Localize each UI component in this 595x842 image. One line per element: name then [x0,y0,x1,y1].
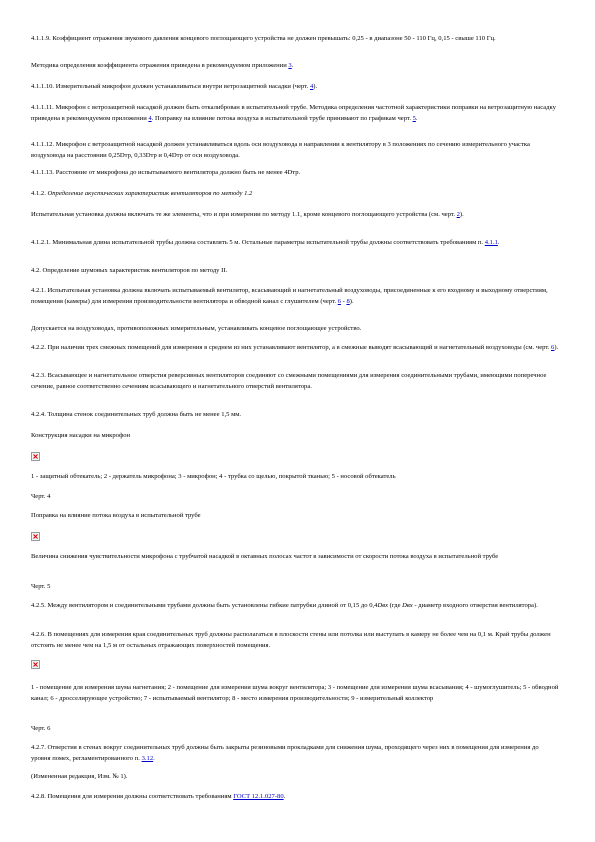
paragraph-4-2-2: 4.2.2. При наличии трех смежных помещений для измерения в среднем из них устанавливают вентилятор, а в смежные выводят всасывающий и нагнетательный воздуховоды (см. черт. 6). [31,344,559,351]
paragraph-4-2-8: 4.2.8. Помещения для измерения должны соответствовать требованиям ГОСТ 12.1.027-80. [31,793,286,800]
figure-4-legend: 1 - защитный обтекатель; 2 - держатель микрофона; 3 - микрофон; 4 - трубка со щелью, покрытой тканью; 5 - носовой обтекатель [31,473,396,480]
broken-image-x-icon [33,662,38,667]
link-appendix-3[interactable]: 3 [288,62,292,69]
paragraph-4-1-1-13: 4.1.1.13. Расстояние от микрофона до испытываемого вентилятора должно быть не менее 4Dтр. [31,169,301,176]
paragraph-end-absorber-note: Допускается на воздуховодах, противоположных измерительным, устанавливать концевое поглощающее устройство. [31,325,362,332]
paragraph-4-2: 4.2. Определение шумовых характеристик вентиляторов по методу II. [31,267,228,274]
link-clause-3-12[interactable]: 3.12 [141,754,154,762]
figure-4-title: Конструкция насадки на микрофон [31,432,131,439]
link-drawing-2[interactable]: 2 [456,211,460,218]
paragraph-4-2-3: 4.2.3. Всасывающее и нагнетательное отверстия реверсивных вентиляторов соединяют со смежными помещениями для измерения соединительными трубами, имеющими поперечное сечение, равное соответственно сечениям всасывающего и нагнетательного отверстий вентилятора. [31,372,547,390]
link-drawing-6b[interactable]: 6 [551,344,555,351]
amendment-note: (Измененная редакция, Изм. № 1). [31,773,128,780]
link-appendix-4[interactable]: 4 [148,114,152,122]
paragraph-4-2-4: 4.2.4. Толщина стенок соединительных труб должна быть не менее 1,5 мм. [31,411,242,418]
paragraph-4-2-7: 4.2.7. Отверстия в стенах вокруг соединительных труб должны быть закрыты резиновыми прокладками для снижения шума, проходящего через них в помещения для измерения до уровня помех, регламентированного п. 3.12. [31,744,539,762]
figure-4-caption: Черт. 4 [31,493,51,500]
paragraph-4-1-2: 4.1.2. Определение акустических характеристик вентиляторов по методу 1.2 [31,190,253,197]
figure-5-description: Величина снижения чувствительности микрофона с трубчатой насадкой в октавных полосах частот в зависимости от скорости потока воздуха в испытательной трубе [31,553,499,560]
link-drawing-8[interactable]: 8 [346,297,350,305]
paragraph-4-1-1-11: 4.1.1.11. Микрофон с ветрозащитной насадкой должен быть откалиброван в испытательной трубе. Методика определения частотной характеристики поправки на ветрозащитную насадку приведена в рекомендуемом приложении 4. Поправку на влияние потока воздуха в испытательной трубе принимают по графикам черт. 5. [31,104,556,122]
broken-image-icon [31,532,40,541]
link-drawing-4[interactable]: 4 [309,83,314,90]
broken-image-x-icon [33,454,38,459]
link-gost-12-1-027-80[interactable]: ГОСТ 12.1.027-80 [233,793,284,800]
link-drawing-6[interactable]: 6 [337,297,341,305]
link-drawing-5[interactable]: 5 [412,114,416,122]
paragraph-4-1-1-10: 4.1.1.10. Измерительный микрофон должен устанавливаться внутри ветрозащитной насадки (черт. 4). [31,83,318,90]
paragraph-4-2-1: 4.2.1. Испытательная установка должна включать испытываемый вентилятор, всасывающий и нагнетательный воздуховоды, присоединенные к его входному и выходному отверстиям, помещения (камеры) для измерения производительности вентилятора и обводной канал с глушителем (черт. 6 - 8). [31,287,548,305]
paragraph-4-1-1-9: 4.1.1.9. Коэффициент отражения звукового давления концевого поглощающего устройства не должен превышать: 0,25 - в диапазоне 50 - 110 Гц, 0,15 - свыше 110 Гц. [31,35,496,42]
paragraph-4-2-5: 4.2.5. Между вентилятором и соединительными трубами должны быть установлены гибкие патрубки длиной от 0,15 до 0,4Dвх (где Dвх - диаметр входного отверстия вентилятора). [31,602,538,609]
broken-image-x-icon [33,534,38,539]
figure-6-caption: Черт. 6 [31,725,51,732]
paragraph-setup-method-1-2: Испытательная установка должна включать те же элементы, что и при измерении по методу 1.1, кроме концевого поглощающего устройства (см. черт. 2). [31,211,464,218]
figure-5-title: Поправка на влияние потока воздуха в испытательной трубе [31,512,201,519]
figure-6-legend: 1 - помещение для измерения шума нагнетания; 2 - помещение для измерения шума вокруг вентилятора; 3 - помещение для измерения шума всасывания; 4 - шумоглушитель; 5 - обводной канал; 6 - дросселирующее устройство; 7 - испытываемый вентилятор; 8 - место измерения производительности; 9 - измерительный коллектор [31,684,559,702]
figure-5-caption: Черт. 5 [31,583,51,590]
link-clause-4-1-1[interactable]: 4.1.1 [484,239,498,246]
paragraph-4-1-1-12: 4.1.1.12. Микрофон с ветрозащитной насадкой должен устанавливаться вдоль оси воздуховода в направлении к вентилятору в 3 положениях по сечению измерительного участка воздуховода на расстоянии 0,25Dтр, 0,33Dтр и 0,4Dтр от оси воздуховода. [31,141,530,159]
paragraph-4-1-2-1: 4.1.2.1. Минимальная длина испытательной трубы должна составлять 5 м. Остальные параметры испытательной трубы должны соответствовать требованиям п. 4.1.1. [31,239,500,246]
broken-image-icon [31,452,40,461]
paragraph-4-2-6: 4.2.6. В помещениях для измерения края соединительных труб должны располагаться в плоскости стены или потолка или выступать в камеру не более чем на 0,1 м. Край трубы должен отстоять не менее чем на 1,5 м от остальных отражающих поверхностей помещения. [31,631,551,649]
broken-image-icon [31,660,40,669]
paragraph-methodology-ref: Методика определения коэффициента отражения приведена в рекомендуемом приложении 3. [31,62,294,69]
